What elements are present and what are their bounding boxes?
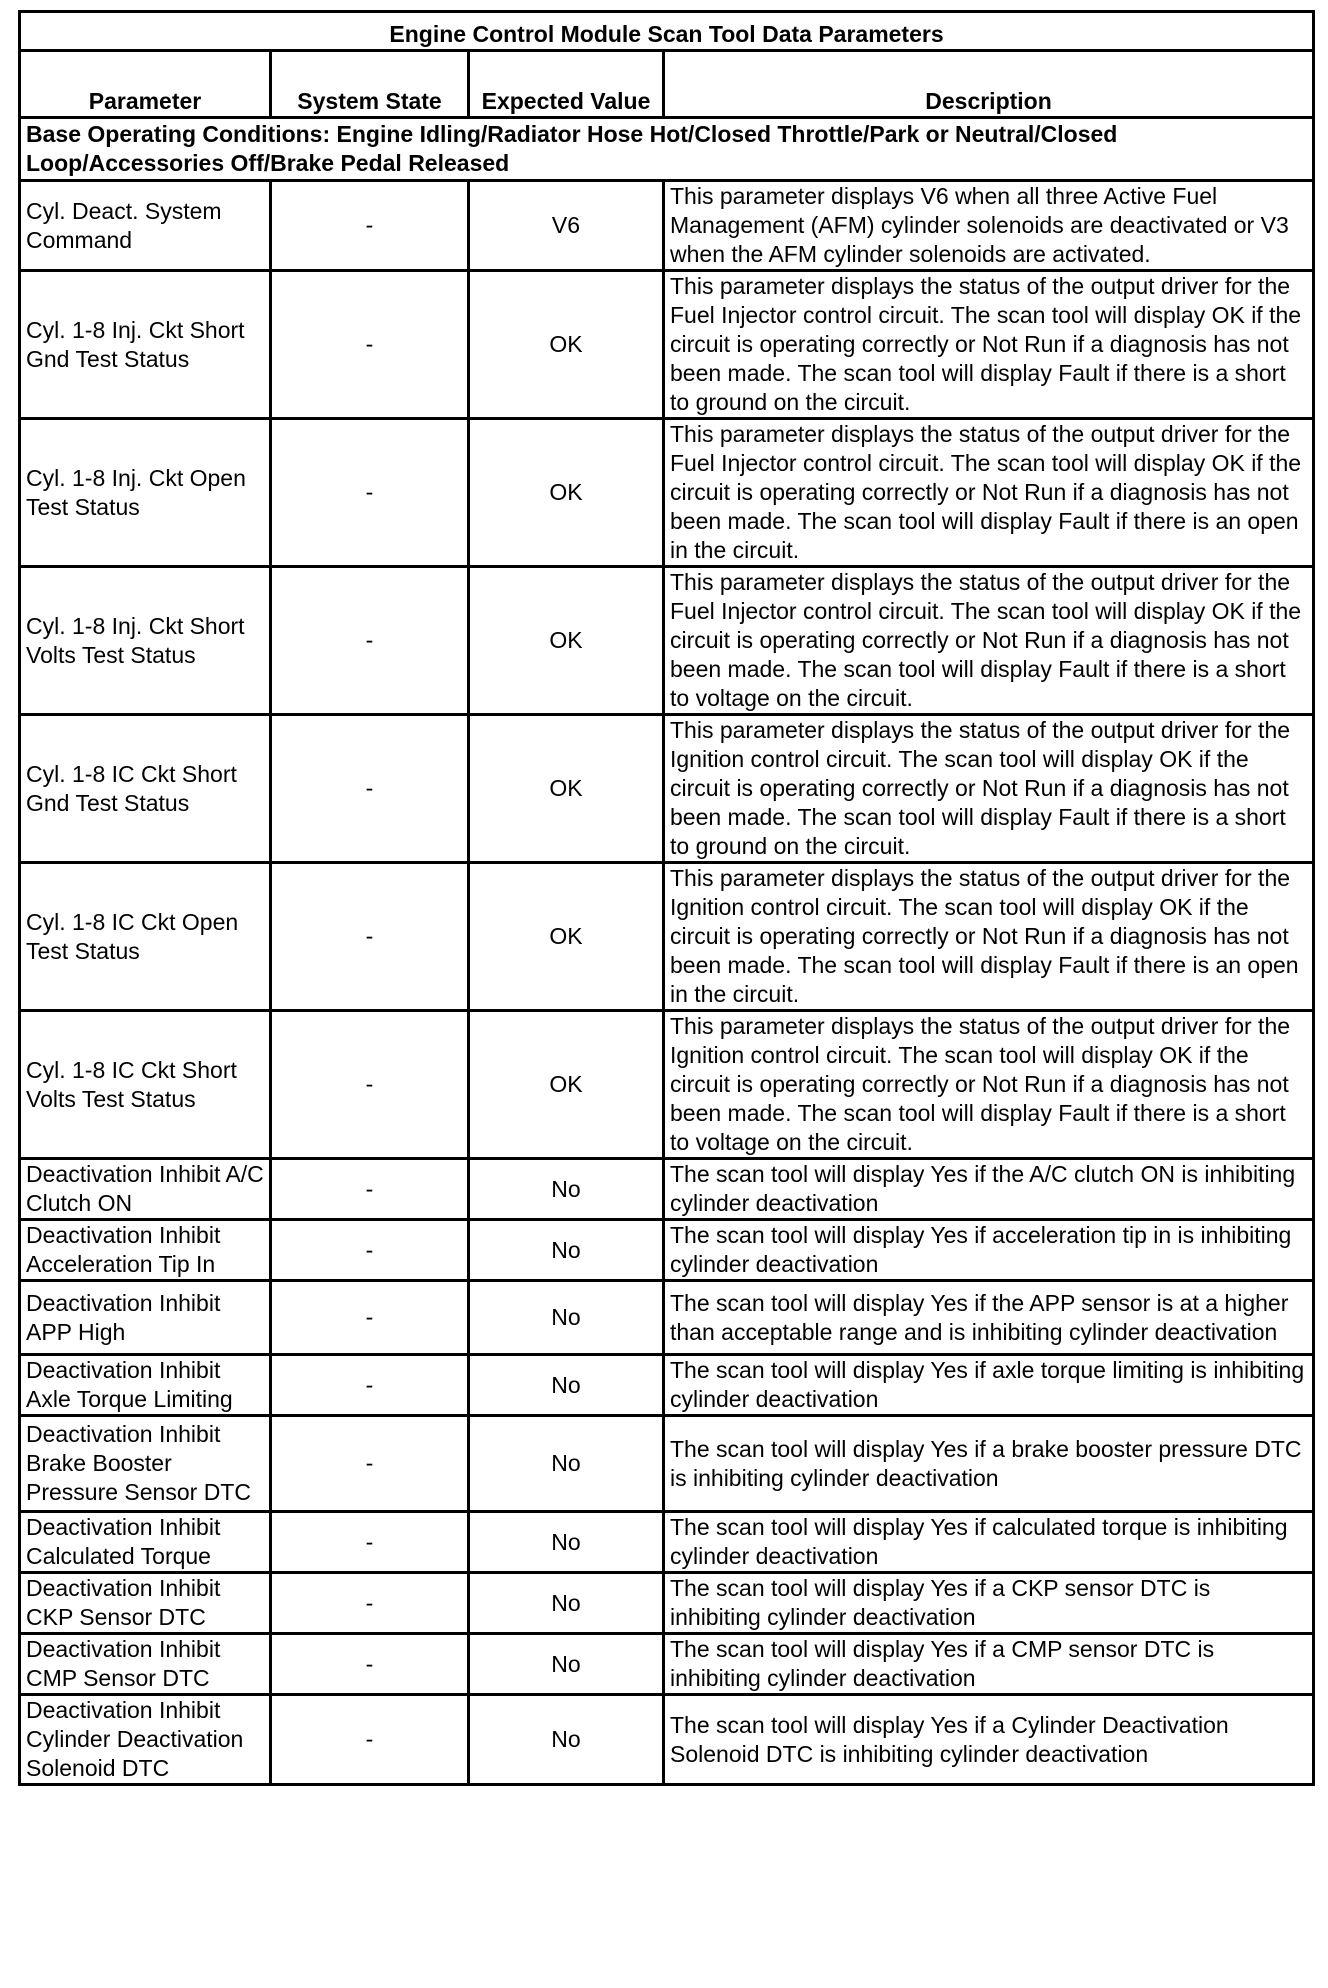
- expected-value-cell: No: [469, 1159, 664, 1220]
- expected-value-cell: OK: [469, 271, 664, 419]
- system-state-cell: -: [271, 863, 469, 1011]
- table-row: [20, 1695, 1314, 1785]
- table-row: [20, 1011, 1314, 1159]
- table-row: [20, 271, 1314, 419]
- table-row: [20, 715, 1314, 863]
- description-cell: The scan tool will display Yes if a CKP sensor DTC is inhibiting cylinder deactivation: [664, 1573, 1314, 1634]
- expected-value-cell: No: [469, 1512, 664, 1573]
- system-state-cell: -: [271, 1011, 469, 1159]
- table-row: [20, 1573, 1314, 1634]
- parameter-cell: Deactivation Inhibit Calculated Torque: [20, 1512, 271, 1573]
- parameter-cell: Deactivation Inhibit CMP Sensor DTC: [20, 1634, 271, 1695]
- table-row: [20, 1416, 1314, 1512]
- expected-value-cell: OK: [469, 419, 664, 567]
- parameter-cell: Cyl. 1-8 Inj. Ckt Short Gnd Test Status: [20, 271, 271, 419]
- system-state-cell: -: [271, 1634, 469, 1695]
- parameter-cell: Deactivation Inhibit APP High: [20, 1281, 271, 1355]
- header-system-state: System State: [271, 51, 469, 118]
- system-state-cell: -: [271, 1416, 469, 1512]
- table-row: [20, 1512, 1314, 1573]
- table-row: [20, 181, 1314, 271]
- parameter-cell: Cyl. 1-8 IC Ckt Short Gnd Test Status: [20, 715, 271, 863]
- parameter-cell: Deactivation Inhibit CKP Sensor DTC: [20, 1573, 271, 1634]
- expected-value-cell: No: [469, 1695, 664, 1785]
- expected-value-cell: No: [469, 1355, 664, 1416]
- column-header-row: [20, 51, 1314, 118]
- table-row: [20, 1159, 1314, 1220]
- table-row: [20, 1220, 1314, 1281]
- table-title-row: [20, 12, 1314, 51]
- description-cell: This parameter displays V6 when all three Active Fuel Management (AFM) cylinder solenoids are deactivated or V3 when the AFM cylinder solenoids are activated.: [664, 181, 1314, 271]
- system-state-cell: -: [271, 1355, 469, 1416]
- parameter-cell: Cyl. 1-8 Inj. Ckt Short Volts Test Status: [20, 567, 271, 715]
- parameter-cell: Cyl. Deact. System Command: [20, 181, 271, 271]
- description-cell: This parameter displays the status of the output driver for the Fuel Injector control circuit. The scan tool will display OK if the circuit is operating correctly or Not Run if a diagnosis has not been made. The scan tool will display Fault if there is a short to ground on the circuit.: [664, 271, 1314, 419]
- expected-value-cell: No: [469, 1573, 664, 1634]
- system-state-cell: -: [271, 1281, 469, 1355]
- description-cell: The scan tool will display Yes if calculated torque is inhibiting cylinder deactivation: [664, 1512, 1314, 1573]
- header-expected-value: Expected Value: [469, 51, 664, 118]
- expected-value-cell: No: [469, 1220, 664, 1281]
- system-state-cell: -: [271, 181, 469, 271]
- system-state-cell: -: [271, 1695, 469, 1785]
- parameter-cell: Cyl. 1-8 Inj. Ckt Open Test Status: [20, 419, 271, 567]
- expected-value-cell: OK: [469, 863, 664, 1011]
- description-cell: The scan tool will display Yes if a brake booster pressure DTC is inhibiting cylinder deactivation: [664, 1416, 1314, 1512]
- header-description: Description: [664, 51, 1314, 118]
- base-conditions-row: [20, 118, 1314, 181]
- expected-value-cell: No: [469, 1416, 664, 1512]
- system-state-cell: -: [271, 567, 469, 715]
- system-state-cell: -: [271, 419, 469, 567]
- system-state-cell: -: [271, 1220, 469, 1281]
- table-row: [20, 863, 1314, 1011]
- description-cell: This parameter displays the status of the output driver for the Fuel Injector control circuit. The scan tool will display OK if the circuit is operating correctly or Not Run if a diagnosis has not been made. The scan tool will display Fault if there is an open in the circuit.: [664, 419, 1314, 567]
- expected-value-cell: V6: [469, 181, 664, 271]
- description-cell: The scan tool will display Yes if a Cylinder Deactivation Solenoid DTC is inhibiting cylinder deactivation: [664, 1695, 1314, 1785]
- system-state-cell: -: [271, 715, 469, 863]
- header-parameter: Parameter: [20, 51, 271, 118]
- description-cell: The scan tool will display Yes if a CMP sensor DTC is inhibiting cylinder deactivation: [664, 1634, 1314, 1695]
- expected-value-cell: OK: [469, 1011, 664, 1159]
- system-state-cell: -: [271, 1512, 469, 1573]
- expected-value-cell: OK: [469, 567, 664, 715]
- expected-value-cell: OK: [469, 715, 664, 863]
- system-state-cell: -: [271, 1573, 469, 1634]
- parameter-cell: Deactivation Inhibit A/C Clutch ON: [20, 1159, 271, 1220]
- table-row: [20, 1634, 1314, 1695]
- description-cell: The scan tool will display Yes if the A/C clutch ON is inhibiting cylinder deactivation: [664, 1159, 1314, 1220]
- scan-tool-data-table: [18, 10, 1315, 1786]
- table-row: [20, 567, 1314, 715]
- parameter-cell: Cyl. 1-8 IC Ckt Short Volts Test Status: [20, 1011, 271, 1159]
- table-title: Engine Control Module Scan Tool Data Parameters: [20, 12, 1314, 51]
- expected-value-cell: No: [469, 1281, 664, 1355]
- description-cell: This parameter displays the status of the output driver for the Ignition control circuit. The scan tool will display OK if the circuit is operating correctly or Not Run if a diagnosis has not been made. The scan tool will display Fault if there is a short to voltage on the circuit.: [664, 1011, 1314, 1159]
- parameter-cell: Deactivation Inhibit Cylinder Deactivation Solenoid DTC: [20, 1695, 271, 1785]
- parameter-cell: Deactivation Inhibit Brake Booster Pressure Sensor DTC: [20, 1416, 271, 1512]
- system-state-cell: -: [271, 1159, 469, 1220]
- table-row: [20, 1355, 1314, 1416]
- parameter-cell: Cyl. 1-8 IC Ckt Open Test Status: [20, 863, 271, 1011]
- description-cell: The scan tool will display Yes if the APP sensor is at a higher than acceptable range and is inhibiting cylinder deactivation: [664, 1281, 1314, 1355]
- table-row: [20, 1281, 1314, 1355]
- table-row: [20, 419, 1314, 567]
- description-cell: The scan tool will display Yes if acceleration tip in is inhibiting cylinder deactivation: [664, 1220, 1314, 1281]
- description-cell: The scan tool will display Yes if axle torque limiting is inhibiting cylinder deactivation: [664, 1355, 1314, 1416]
- parameter-cell: Deactivation Inhibit Axle Torque Limiting: [20, 1355, 271, 1416]
- description-cell: This parameter displays the status of the output driver for the Ignition control circuit. The scan tool will display OK if the circuit is operating correctly or Not Run if a diagnosis has not been made. The scan tool will display Fault if there is a short to ground on the circuit.: [664, 715, 1314, 863]
- base-conditions: Base Operating Conditions: Engine Idling/Radiator Hose Hot/Closed Throttle/Park or Neutral/Closed Loop/Accessories Off/Brake Pedal Released: [20, 118, 1314, 181]
- description-cell: This parameter displays the status of the output driver for the Fuel Injector control circuit. The scan tool will display OK if the circuit is operating correctly or Not Run if a diagnosis has not been made. The scan tool will display Fault if there is a short to voltage on the circuit.: [664, 567, 1314, 715]
- system-state-cell: -: [271, 271, 469, 419]
- description-cell: This parameter displays the status of the output driver for the Ignition control circuit. The scan tool will display OK if the circuit is operating correctly or Not Run if a diagnosis has not been made. The scan tool will display Fault if there is an open in the circuit.: [664, 863, 1314, 1011]
- parameter-cell: Deactivation Inhibit Acceleration Tip In: [20, 1220, 271, 1281]
- expected-value-cell: No: [469, 1634, 664, 1695]
